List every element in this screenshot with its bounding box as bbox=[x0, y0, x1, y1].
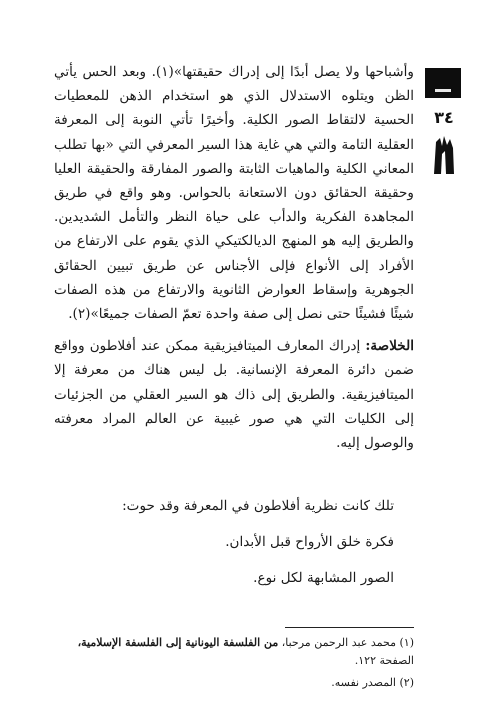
theory-list bbox=[54, 494, 394, 602]
list-item: الصور المشابهة لكل نوع. bbox=[253, 570, 394, 586]
chapter-tab-mark bbox=[435, 89, 451, 92]
chapter-tab bbox=[425, 68, 461, 98]
paragraph-summary bbox=[54, 334, 414, 455]
list-item: فكرة خلق الأرواح قبل الأبدان. bbox=[225, 534, 394, 550]
footnote-2: (٢) المصدر نفسه. bbox=[331, 676, 414, 689]
footnote-1-page: الصفحة ١٢٢. bbox=[354, 654, 414, 667]
footnotes bbox=[54, 634, 414, 692]
paragraph-1: وأشباحها ولا يصل أبدًا إلى إدراك حقيقتها»(١). وبعد الحس يأتي الظن ويتلوه الاستدلال الذي هو استخدام الذهن للمعطيات الحسية لالتقاط الصور الكلية. وأخيرًا تأتي النوبة إلى المعرفة العقلية التامة والتي هي غاية هذا السير المعرفي التي «بها تطلب المعاني الكلية والماهيات الثابتة والصور المفارقة والحقيقة العليا وحقيقة الحقائق دون الاستعانة بالحواس. وهو واقع في طريق المجاهدة الفكرية والدأب على حياة النظر والتأمل الشديدين. والطريق إليه هو المنهج الديالكتيكي الذي يقوم على الارتفاع من الأفراد إلى الأنواع فإلى الأجناس عن طريق تبيين الحقائق الجوهرية وإسقاط العوارض الثانوية والارتفاع من هذه الصفات شيئًا فشيئًا حتى نصل إلى صفة واحدة تعمّ الصفات جميعًا»(٢). bbox=[54, 64, 414, 323]
list-intro: تلك كانت نظرية أفلاطون في المعرفة وقد حوت: bbox=[122, 498, 394, 514]
summary-lead: الخلاصة: bbox=[365, 338, 414, 355]
footnote-divider bbox=[285, 627, 414, 628]
footnote-1-author: (١) محمد عبد الرحمن مرحبا، bbox=[278, 636, 414, 649]
decorative-figure-icon bbox=[432, 136, 456, 174]
summary-text: إدراك المعارف الميتافيزيقية ممكن عند أفلاطون وواقع ضمن دائرة المعرفة الإنسانية. بل ليس هناك من معرفة إلا الميتافيزيقية. والطريق إلى ذاك هو السير العقلي من الجزئيات إلى الكليات التي هي صور غيبية عن العالم المراد معرفته والوصول إليه. bbox=[54, 338, 414, 452]
footnote-1-title: من الفلسفة اليونانية إلى الفلسفة الإسلامية، bbox=[77, 636, 279, 649]
page-number: ٣٤ bbox=[434, 108, 454, 127]
main-text bbox=[54, 60, 414, 455]
footnote-1 bbox=[54, 634, 414, 670]
